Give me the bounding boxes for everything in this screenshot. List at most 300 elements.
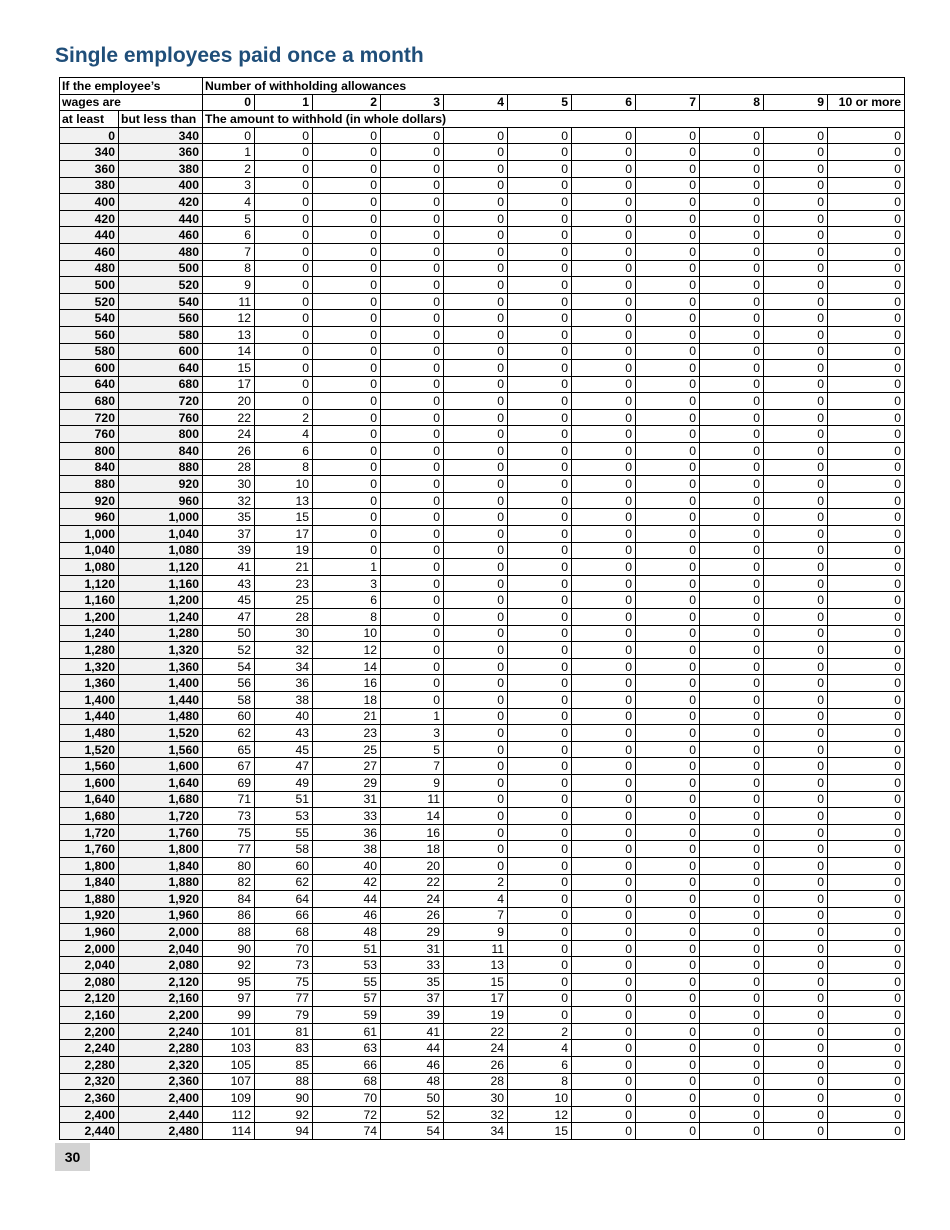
wage-at-least-cell: 760 — [60, 426, 119, 443]
withholding-amount-cell: 0 — [381, 210, 444, 227]
wage-at-least-cell: 1,200 — [60, 609, 119, 626]
wage-at-least-cell: 1,080 — [60, 559, 119, 576]
withholding-amount-cell: 0 — [828, 127, 905, 144]
withholding-amount-cell: 0 — [572, 658, 636, 675]
withholding-amount-cell: 0 — [313, 194, 381, 211]
withholding-amount-cell: 0 — [313, 177, 381, 194]
table-row — [60, 658, 905, 675]
withholding-amount-cell: 0 — [572, 808, 636, 825]
withholding-amount-cell: 0 — [572, 409, 636, 426]
wage-at-least-cell: 1,960 — [60, 924, 119, 941]
table-row — [60, 277, 905, 294]
wage-at-least-cell: 2,360 — [60, 1090, 119, 1107]
withholding-amount-cell: 0 — [572, 791, 636, 808]
allowance-column-header: 6 — [572, 94, 636, 111]
withholding-amount-cell: 38 — [313, 841, 381, 858]
withholding-amount-cell: 0 — [572, 293, 636, 310]
withholding-amount-cell: 90 — [255, 1090, 313, 1107]
withholding-amount-cell: 0 — [381, 675, 444, 692]
withholding-amount-cell: 0 — [572, 343, 636, 360]
withholding-table — [59, 77, 905, 1140]
withholding-amount-cell: 0 — [700, 758, 764, 775]
withholding-amount-cell: 0 — [444, 409, 508, 426]
withholding-amount-cell: 4 — [203, 194, 255, 211]
withholding-amount-cell: 0 — [255, 127, 313, 144]
withholding-amount-cell: 0 — [828, 957, 905, 974]
table-row — [60, 509, 905, 526]
wage-at-least-cell: 2,080 — [60, 974, 119, 991]
table-row — [60, 924, 905, 941]
withholding-amount-cell: 0 — [444, 691, 508, 708]
withholding-amount-cell: 64 — [255, 891, 313, 908]
withholding-amount-cell: 103 — [203, 1040, 255, 1057]
wage-less-than-cell: 2,120 — [119, 974, 203, 991]
withholding-amount-cell: 0 — [572, 675, 636, 692]
withholding-amount-cell: 0 — [381, 492, 444, 509]
withholding-amount-cell: 0 — [313, 509, 381, 526]
table-row — [60, 526, 905, 543]
withholding-amount-cell: 0 — [313, 492, 381, 509]
withholding-amount-cell: 0 — [572, 526, 636, 543]
wage-less-than-cell: 420 — [119, 194, 203, 211]
withholding-amount-cell: 31 — [381, 940, 444, 957]
withholding-amount-cell: 0 — [572, 774, 636, 791]
withholding-amount-cell: 0 — [700, 924, 764, 941]
withholding-amount-cell: 0 — [636, 1007, 700, 1024]
withholding-amount-cell: 0 — [636, 1057, 700, 1074]
withholding-amount-cell: 0 — [828, 526, 905, 543]
withholding-amount-cell: 0 — [444, 492, 508, 509]
withholding-amount-cell: 0 — [508, 376, 572, 393]
withholding-amount-cell: 0 — [508, 642, 572, 659]
wage-less-than-cell: 400 — [119, 177, 203, 194]
withholding-amount-cell: 0 — [700, 592, 764, 609]
withholding-amount-cell: 0 — [381, 227, 444, 244]
withholding-amount-cell: 0 — [764, 160, 828, 177]
withholding-amount-cell: 0 — [636, 974, 700, 991]
withholding-amount-cell: 66 — [255, 907, 313, 924]
withholding-amount-cell: 0 — [508, 459, 572, 476]
withholding-amount-cell: 0 — [508, 675, 572, 692]
withholding-amount-cell: 0 — [572, 376, 636, 393]
withholding-amount-cell: 0 — [508, 393, 572, 410]
withholding-amount-cell: 0 — [764, 725, 828, 742]
page-number: 30 — [55, 1143, 90, 1171]
withholding-amount-cell: 36 — [255, 675, 313, 692]
withholding-amount-cell: 0 — [828, 940, 905, 957]
withholding-amount-cell: 0 — [508, 824, 572, 841]
withholding-amount-cell: 0 — [764, 326, 828, 343]
withholding-amount-cell: 0 — [572, 824, 636, 841]
withholding-amount-cell: 0 — [828, 642, 905, 659]
wage-less-than-cell: 460 — [119, 227, 203, 244]
withholding-amount-cell: 0 — [828, 675, 905, 692]
withholding-amount-cell: 0 — [700, 144, 764, 161]
withholding-amount-cell: 0 — [381, 426, 444, 443]
withholding-amount-cell: 40 — [255, 708, 313, 725]
table-row — [60, 592, 905, 609]
withholding-amount-cell: 0 — [700, 774, 764, 791]
table-row — [60, 841, 905, 858]
table-row — [60, 459, 905, 476]
wage-less-than-cell: 720 — [119, 393, 203, 410]
wage-less-than-cell: 960 — [119, 492, 203, 509]
withholding-amount-cell: 62 — [203, 725, 255, 742]
wage-less-than-cell: 1,720 — [119, 808, 203, 825]
withholding-amount-cell: 0 — [828, 691, 905, 708]
withholding-amount-cell: 0 — [508, 990, 572, 1007]
withholding-amount-cell: 0 — [255, 393, 313, 410]
withholding-amount-cell: 0 — [381, 509, 444, 526]
withholding-amount-cell: 0 — [764, 841, 828, 858]
withholding-amount-cell: 0 — [381, 127, 444, 144]
withholding-amount-cell: 0 — [444, 542, 508, 559]
withholding-amount-cell: 0 — [700, 741, 764, 758]
withholding-amount-cell: 7 — [444, 907, 508, 924]
withholding-amount-cell: 0 — [313, 326, 381, 343]
withholding-amount-cell: 0 — [572, 310, 636, 327]
withholding-amount-cell: 0 — [700, 542, 764, 559]
withholding-amount-cell: 109 — [203, 1090, 255, 1107]
table-row — [60, 1073, 905, 1090]
withholding-amount-cell: 32 — [203, 492, 255, 509]
withholding-amount-cell: 0 — [636, 127, 700, 144]
allowance-column-header: 1 — [255, 94, 313, 111]
table-row — [60, 243, 905, 260]
withholding-amount-cell: 0 — [700, 708, 764, 725]
withholding-amount-cell: 0 — [508, 658, 572, 675]
withholding-amount-cell: 0 — [764, 808, 828, 825]
withholding-amount-cell: 0 — [313, 310, 381, 327]
withholding-amount-cell: 24 — [381, 891, 444, 908]
wage-at-least-cell: 1,440 — [60, 708, 119, 725]
withholding-amount-cell: 0 — [828, 974, 905, 991]
withholding-amount-cell: 33 — [313, 808, 381, 825]
withholding-amount-cell: 0 — [572, 857, 636, 874]
withholding-amount-cell: 0 — [508, 974, 572, 991]
withholding-amount-cell: 0 — [508, 293, 572, 310]
withholding-amount-cell: 12 — [508, 1106, 572, 1123]
allowance-column-header: 5 — [508, 94, 572, 111]
withholding-amount-cell: 0 — [572, 891, 636, 908]
withholding-amount-cell: 0 — [572, 459, 636, 476]
withholding-amount-cell: 0 — [572, 841, 636, 858]
withholding-amount-cell: 0 — [636, 459, 700, 476]
withholding-amount-cell: 37 — [381, 990, 444, 1007]
withholding-amount-cell: 0 — [444, 642, 508, 659]
table-row — [60, 758, 905, 775]
withholding-amount-cell: 9 — [203, 277, 255, 294]
withholding-amount-cell: 0 — [828, 857, 905, 874]
withholding-amount-cell: 0 — [508, 575, 572, 592]
wage-less-than-cell: 880 — [119, 459, 203, 476]
withholding-amount-cell: 7 — [203, 243, 255, 260]
withholding-amount-cell: 0 — [700, 160, 764, 177]
withholding-amount-cell: 0 — [764, 227, 828, 244]
withholding-amount-cell: 88 — [203, 924, 255, 941]
wage-at-least-cell: 2,000 — [60, 940, 119, 957]
page-title: Single employees paid once a month — [55, 44, 424, 67]
withholding-amount-cell: 0 — [828, 492, 905, 509]
table-row — [60, 393, 905, 410]
withholding-amount-cell: 0 — [636, 957, 700, 974]
withholding-amount-cell: 0 — [764, 891, 828, 908]
wage-less-than-cell: 520 — [119, 277, 203, 294]
table-row — [60, 774, 905, 791]
wage-less-than-cell: 2,080 — [119, 957, 203, 974]
withholding-amount-cell: 68 — [255, 924, 313, 941]
withholding-amount-cell: 0 — [508, 625, 572, 642]
allowance-column-header: 0 — [203, 94, 255, 111]
withholding-amount-cell: 90 — [203, 940, 255, 957]
wage-less-than-cell: 2,160 — [119, 990, 203, 1007]
withholding-amount-cell: 0 — [636, 310, 700, 327]
wage-less-than-cell: 1,760 — [119, 824, 203, 841]
withholding-amount-cell: 71 — [203, 791, 255, 808]
withholding-amount-cell: 0 — [381, 575, 444, 592]
withholding-amount-cell: 0 — [572, 476, 636, 493]
withholding-amount-cell: 0 — [444, 326, 508, 343]
table-row — [60, 974, 905, 991]
withholding-amount-cell: 52 — [381, 1106, 444, 1123]
withholding-amount-cell: 0 — [255, 177, 313, 194]
withholding-amount-cell: 0 — [572, 625, 636, 642]
withholding-amount-cell: 77 — [255, 990, 313, 1007]
table-row — [60, 1057, 905, 1074]
withholding-amount-cell: 22 — [444, 1023, 508, 1040]
table-row — [60, 891, 905, 908]
withholding-amount-cell: 0 — [255, 310, 313, 327]
withholding-amount-cell: 0 — [572, 957, 636, 974]
withholding-amount-cell: 0 — [764, 1057, 828, 1074]
withholding-amount-cell: 0 — [572, 194, 636, 211]
withholding-amount-cell: 0 — [313, 277, 381, 294]
withholding-amount-cell: 0 — [444, 144, 508, 161]
withholding-amount-cell: 0 — [444, 376, 508, 393]
withholding-amount-cell: 0 — [508, 409, 572, 426]
withholding-amount-cell: 0 — [508, 874, 572, 891]
withholding-amount-cell: 53 — [313, 957, 381, 974]
table-row — [60, 675, 905, 692]
withholding-amount-cell: 0 — [444, 243, 508, 260]
withholding-amount-cell: 1 — [313, 559, 381, 576]
withholding-amount-cell: 0 — [381, 343, 444, 360]
withholding-amount-cell: 0 — [636, 642, 700, 659]
withholding-amount-cell: 0 — [828, 293, 905, 310]
wage-less-than-cell: 2,480 — [119, 1123, 203, 1140]
withholding-amount-cell: 0 — [828, 708, 905, 725]
table-row — [60, 260, 905, 277]
wage-less-than-cell: 1,960 — [119, 907, 203, 924]
withholding-amount-cell: 0 — [508, 774, 572, 791]
withholding-amount-cell: 0 — [508, 741, 572, 758]
withholding-amount-cell: 0 — [381, 393, 444, 410]
withholding-amount-cell: 95 — [203, 974, 255, 991]
withholding-amount-cell: 0 — [700, 658, 764, 675]
withholding-amount-cell: 0 — [444, 808, 508, 825]
withholding-amount-cell: 0 — [764, 758, 828, 775]
withholding-amount-cell: 0 — [700, 891, 764, 908]
withholding-amount-cell: 0 — [828, 1106, 905, 1123]
withholding-amount-cell: 0 — [508, 526, 572, 543]
withholding-amount-cell: 107 — [203, 1073, 255, 1090]
withholding-amount-cell: 0 — [508, 592, 572, 609]
withholding-amount-cell: 0 — [444, 310, 508, 327]
withholding-amount-cell: 0 — [700, 1040, 764, 1057]
withholding-amount-cell: 34 — [255, 658, 313, 675]
withholding-amount-cell: 0 — [764, 741, 828, 758]
withholding-amount-cell: 32 — [255, 642, 313, 659]
withholding-amount-cell: 47 — [255, 758, 313, 775]
withholding-amount-cell: 0 — [764, 293, 828, 310]
withholding-amount-cell: 8 — [203, 260, 255, 277]
table-row — [60, 127, 905, 144]
wage-at-least-cell: 1,280 — [60, 642, 119, 659]
withholding-amount-cell: 0 — [700, 293, 764, 310]
withholding-amount-cell: 73 — [255, 957, 313, 974]
withholding-amount-cell: 0 — [764, 824, 828, 841]
withholding-amount-cell: 0 — [255, 376, 313, 393]
withholding-amount-cell: 0 — [572, 1106, 636, 1123]
wage-less-than-cell: 1,840 — [119, 857, 203, 874]
withholding-amount-cell: 10 — [313, 625, 381, 642]
table-row — [60, 625, 905, 642]
withholding-amount-cell: 0 — [255, 227, 313, 244]
withholding-amount-cell: 21 — [313, 708, 381, 725]
withholding-amount-cell: 75 — [203, 824, 255, 841]
withholding-amount-cell: 0 — [828, 758, 905, 775]
wage-at-least-cell: 1,480 — [60, 725, 119, 742]
withholding-amount-cell: 8 — [508, 1073, 572, 1090]
withholding-amount-cell: 24 — [444, 1040, 508, 1057]
withholding-amount-cell: 0 — [636, 144, 700, 161]
withholding-amount-cell: 11 — [444, 940, 508, 957]
wage-less-than-cell: 1,560 — [119, 741, 203, 758]
withholding-amount-cell: 0 — [444, 343, 508, 360]
withholding-amount-cell: 0 — [636, 476, 700, 493]
withholding-amount-cell: 72 — [313, 1106, 381, 1123]
withholding-amount-cell: 0 — [572, 974, 636, 991]
withholding-amount-cell: 0 — [508, 476, 572, 493]
wage-less-than-cell: 1,600 — [119, 758, 203, 775]
wage-less-than-cell: 1,120 — [119, 559, 203, 576]
withholding-amount-cell: 28 — [444, 1073, 508, 1090]
withholding-amount-cell: 0 — [764, 1073, 828, 1090]
withholding-amount-cell: 4 — [444, 891, 508, 908]
withholding-amount-cell: 0 — [444, 774, 508, 791]
wage-less-than-cell: 580 — [119, 326, 203, 343]
withholding-amount-cell: 0 — [572, 492, 636, 509]
withholding-amount-cell: 3 — [203, 177, 255, 194]
withholding-amount-cell: 0 — [381, 443, 444, 460]
wage-less-than-cell: 2,040 — [119, 940, 203, 957]
withholding-amount-cell: 44 — [313, 891, 381, 908]
withholding-amount-cell: 0 — [636, 542, 700, 559]
wage-less-than-cell: 920 — [119, 476, 203, 493]
withholding-amount-cell: 82 — [203, 874, 255, 891]
withholding-amount-cell: 0 — [700, 343, 764, 360]
withholding-amount-cell: 0 — [700, 260, 764, 277]
withholding-amount-cell: 0 — [444, 609, 508, 626]
wage-at-least-cell: 1,840 — [60, 874, 119, 891]
allowance-column-header: 10 or more — [828, 94, 905, 111]
withholding-amount-cell: 0 — [764, 708, 828, 725]
wage-less-than-cell: 2,360 — [119, 1073, 203, 1090]
withholding-amount-cell: 0 — [381, 243, 444, 260]
wage-at-least-cell: 840 — [60, 459, 119, 476]
withholding-amount-cell: 0 — [572, 725, 636, 742]
withholding-amount-cell: 0 — [572, 127, 636, 144]
withholding-amount-cell: 0 — [444, 443, 508, 460]
withholding-amount-cell: 85 — [255, 1057, 313, 1074]
withholding-amount-cell: 32 — [444, 1106, 508, 1123]
withholding-amount-cell: 0 — [764, 127, 828, 144]
withholding-amount-cell: 70 — [313, 1090, 381, 1107]
wage-less-than-cell: 480 — [119, 243, 203, 260]
withholding-amount-cell: 0 — [700, 957, 764, 974]
table-row — [60, 293, 905, 310]
withholding-amount-cell: 0 — [444, 426, 508, 443]
wage-less-than-cell: 540 — [119, 293, 203, 310]
withholding-amount-cell: 41 — [381, 1023, 444, 1040]
withholding-amount-cell: 0 — [381, 691, 444, 708]
withholding-amount-cell: 0 — [444, 725, 508, 742]
withholding-amount-cell: 0 — [636, 1073, 700, 1090]
withholding-amount-cell: 0 — [636, 393, 700, 410]
wage-at-least-cell: 380 — [60, 177, 119, 194]
withholding-amount-cell: 0 — [444, 824, 508, 841]
wage-at-least-cell: 340 — [60, 144, 119, 161]
withholding-amount-cell: 0 — [828, 409, 905, 426]
withholding-amount-cell: 28 — [255, 609, 313, 626]
withholding-amount-cell: 0 — [764, 343, 828, 360]
withholding-amount-cell: 0 — [508, 277, 572, 294]
withholding-amount-cell: 0 — [313, 343, 381, 360]
withholding-amount-cell: 0 — [700, 907, 764, 924]
withholding-amount-cell: 58 — [255, 841, 313, 858]
withholding-amount-cell: 0 — [508, 426, 572, 443]
withholding-amount-cell: 0 — [700, 393, 764, 410]
withholding-amount-cell: 0 — [828, 260, 905, 277]
withholding-amount-cell: 0 — [828, 210, 905, 227]
withholding-amount-cell: 0 — [828, 1040, 905, 1057]
withholding-amount-cell: 0 — [828, 774, 905, 791]
withholding-amount-cell: 92 — [255, 1106, 313, 1123]
withholding-amount-cell: 0 — [381, 144, 444, 161]
header-row-columns — [60, 94, 905, 111]
wage-less-than-cell: 380 — [119, 160, 203, 177]
allowance-column-header: 3 — [381, 94, 444, 111]
withholding-amount-cell: 0 — [700, 808, 764, 825]
withholding-amount-cell: 86 — [203, 907, 255, 924]
withholding-amount-cell: 0 — [444, 526, 508, 543]
withholding-amount-cell: 0 — [700, 1073, 764, 1090]
withholding-amount-cell: 0 — [828, 575, 905, 592]
withholding-amount-cell: 26 — [203, 443, 255, 460]
withholding-amount-cell: 0 — [700, 127, 764, 144]
withholding-amount-cell: 0 — [572, 1040, 636, 1057]
withholding-amount-cell: 0 — [508, 243, 572, 260]
withholding-amount-cell: 11 — [381, 791, 444, 808]
withholding-amount-cell: 0 — [636, 857, 700, 874]
withholding-amount-cell: 0 — [828, 542, 905, 559]
withholding-amount-cell: 73 — [203, 808, 255, 825]
withholding-amount-cell: 3 — [313, 575, 381, 592]
withholding-amount-cell: 0 — [444, 758, 508, 775]
withholding-amount-cell: 0 — [636, 326, 700, 343]
withholding-amount-cell: 0 — [508, 542, 572, 559]
withholding-amount-cell: 0 — [828, 808, 905, 825]
